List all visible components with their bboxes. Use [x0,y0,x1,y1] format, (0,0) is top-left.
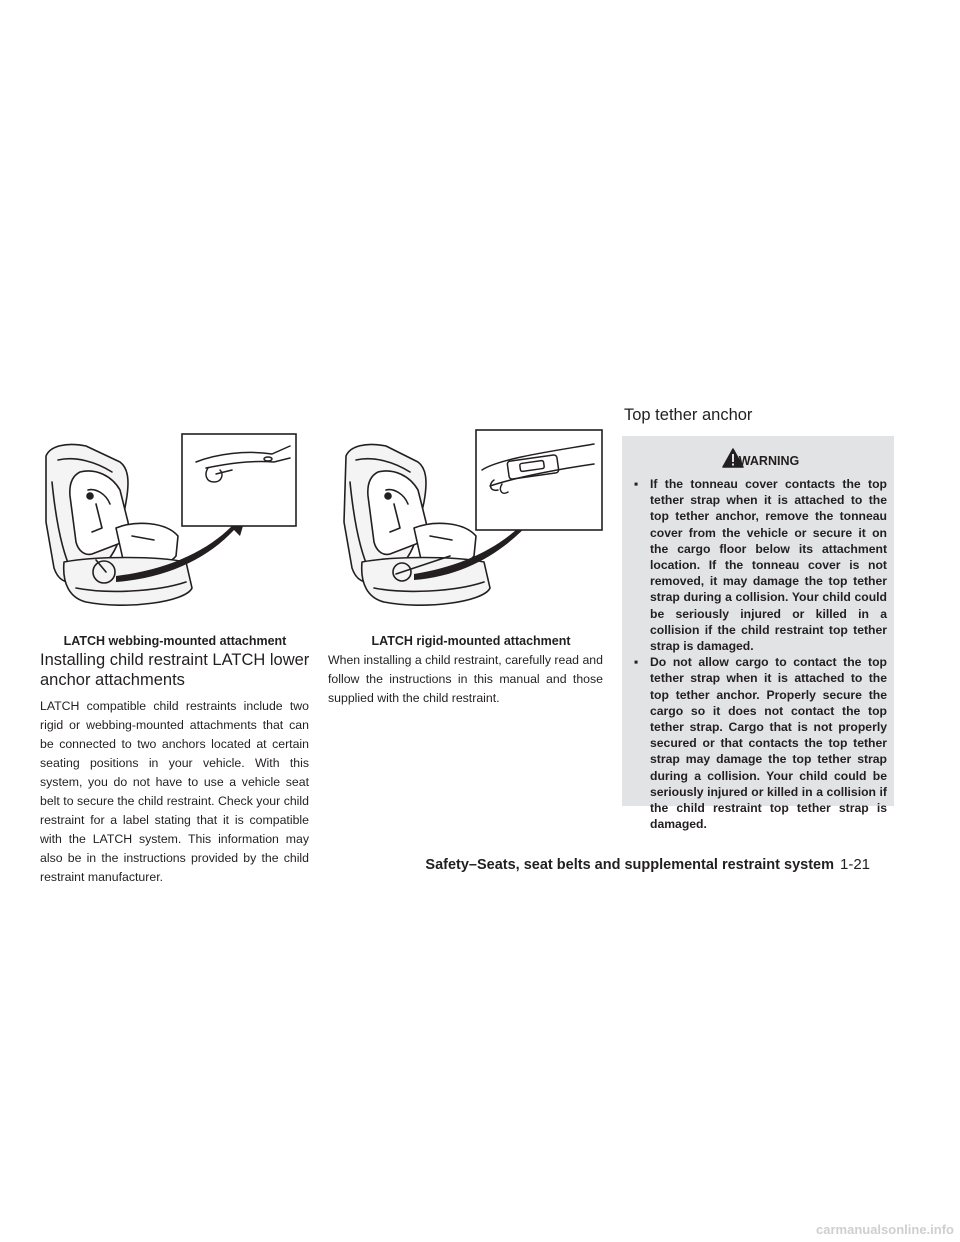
bullet-icon: ▪ [634,655,639,670]
footer-section-title: Safety–Seats, seat belts and supplemental restraint system [425,857,834,873]
figure-caption-rigid: LATCH rigid-mounted attachment [371,634,571,648]
warning-box [622,436,894,832]
section-heading-latch-lower [40,650,340,690]
bullet-icon: ▪ [634,477,639,491]
warning-list [632,476,887,832]
section-heading-top-tether: Top tether anchor [624,406,753,424]
heading-line: Installing child restraint LATCH lower [40,651,310,669]
latch-body-text: LATCH compatible child restraints include two rigid or webbing-mounted attachments that can be connected to two anchors located at certain seating positions in your vehicle. With this system, you do not have to use a vehicle seat belt to secure the child restraint. Check your child restraint for a label stating that it is compatible with the LATCH system. This information may also be in the instructions provided by the child restraint manufacturer. [40,699,309,884]
latch-webbing-seat-illustration [36,432,300,632]
watermark: carmanualsonline.info [816,1222,954,1237]
list-item [632,476,887,654]
warning-text: If the tonneau cover contacts the top tether strap when it is attached to the top tether anchor, remove the tonneau cover from the vehicle or secure it on the cargo floor below its attachment location. If the tonneau cover is not removed, it may damage the top tether strap during a collision. Your child could be seriously injured or killed in a collision if the child restraint top tether strap is damaged. [650,477,887,654]
warning-text: Do not allow cargo to contact the top tether strap when it is attached to the top tether anchor. Properly secure the cargo so it does not contact the top tether strap. Cargo that is not properly secured or that contacts the top tether strap may damage the top tether strap during a collision. Your child could be seriously injured or killed in a collision if the child restraint top tether strap is damaged. [650,655,887,832]
installing-instructions-text: When installing a child restraint, carefully read and follow the instructions in this manual and those supplied with the child restraint. [328,653,603,705]
warning-title: WARNING [738,454,800,468]
heading-line: anchor attachments [40,671,185,689]
figure-caption-webbing: LATCH webbing-mounted attachment [63,634,287,648]
page-number: 1-21 [840,856,871,873]
list-item [632,654,887,832]
latch-rigid-seat-illustration [330,428,606,632]
